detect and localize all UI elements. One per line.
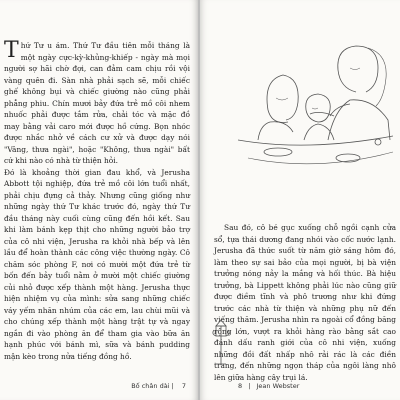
footer-author: Jean Webster [256,382,300,390]
left-page [0,0,198,400]
right-page-number: 8 [238,382,243,390]
street-lamp-ornament [210,318,232,368]
left-page-number: 7 [181,382,186,390]
paragraph-1: Thứ Tư đầu tiên mỗi tháng là một ngày cực-kỳ-khủng-khiếp - ngày mà mọi người sợ hãi chờ đợi, can đảm cam chịu rồi vội vàng quên đi. Sàn nhà phải sạch sẽ, mỗi chiếc ghế không bụi và chiếc giường nào cũng phải phẳng phiu. Chín mươi bảy đứa trẻ mồ côi nhem nhuốc phải được tắm rửa, chải tóc và mặc đồ may bằng vải caro mới được hồ cứng. Bọn nhóc được nhắc nhở về cách cư xử và được dạy nói "Vâng, thưa ngài", hoặc "Không, thưa ngài" bất cứ khi nào có nhà từ thiện hỏi. [4,41,190,165]
left-footer [131,382,186,390]
opening-heading: hứ Tư u ám. [20,41,70,50]
opening-paragraph [4,40,190,167]
right-page [200,0,400,400]
right-page-text [214,222,396,383]
right-footer [238,382,299,390]
right-paragraph: Sau đó, cô bé gục xuống chỗ ngồi cạnh cửa sổ, tựa thái dương đang nhói vào cốc nước lạnh. Jerusha đã thức suốt từ năm giờ sáng hôm đó, làm theo sự sai bảo của mọi người, bị bà viện trưởng nóng nảy la mắng và hối thúc. Bà hiệu trưởng, bà Lippett không phải lúc nào cũng giữ được điềm tĩnh và phô trương như khi đứng trước các nhà từ thiện và những phụ nữ đến viếng thăm. Jerusha nhìn ra ngoài cổ đồng băng rộng lớn, vượt ra khỏi hàng rào bằng sắt cao đánh dấu ranh giới của cô nhi viện, xuống những đồi đất nhấp nhô rải rác là các điền trang, đến những ngọn tháp của ngôi làng nhô lên giữa hàng cây trụi lá. [214,223,396,382]
footer-separator: | [248,382,251,390]
left-page-text [4,40,190,362]
paragraph-2: Đó là khoảng thời gian đau khổ, và Jerusha Abbott tội nghiệp, đứa trẻ mồ côi lớn tuổi nhất, phải chịu đựng cả thảy. Nhưng cũng giống như những ngày thứ Tư khác trước đó, ngày thứ Tư đầu tháng này cuối cùng cũng đến hồi kết. Sau khi làm bánh kẹp thịt cho những người bảo trợ của cô nhi viện, Jerusha ra khỏi nhà bếp và lên lầu để hoàn thành các công việc thường ngày. Cô chăm sóc phòng F, nơi có mười một đứa trẻ từ bốn đến bảy tuổi nằm ở mười một chiếc giường củi nhỏ được xếp thành một hàng. Jerusha thực hiện nhiệm vụ của mình: sửa sang những chiếc váy yếm nhăn nhúm của các em, lau chùi mũi và cho chúng xếp thành một hàng trật tự và ngay ngắn đi vào phòng ăn để tham gia vào bữa ăn hạnh phúc với bánh mì, sữa và bánh pudding mận kèo trong nửa tiếng đồng hồ. [4,167,190,361]
footer-book-title: Bố chân dài [131,382,170,390]
footer-separator: | [171,382,174,390]
drop-cap: T [4,38,19,63]
illustration-mother-children [238,40,393,180]
